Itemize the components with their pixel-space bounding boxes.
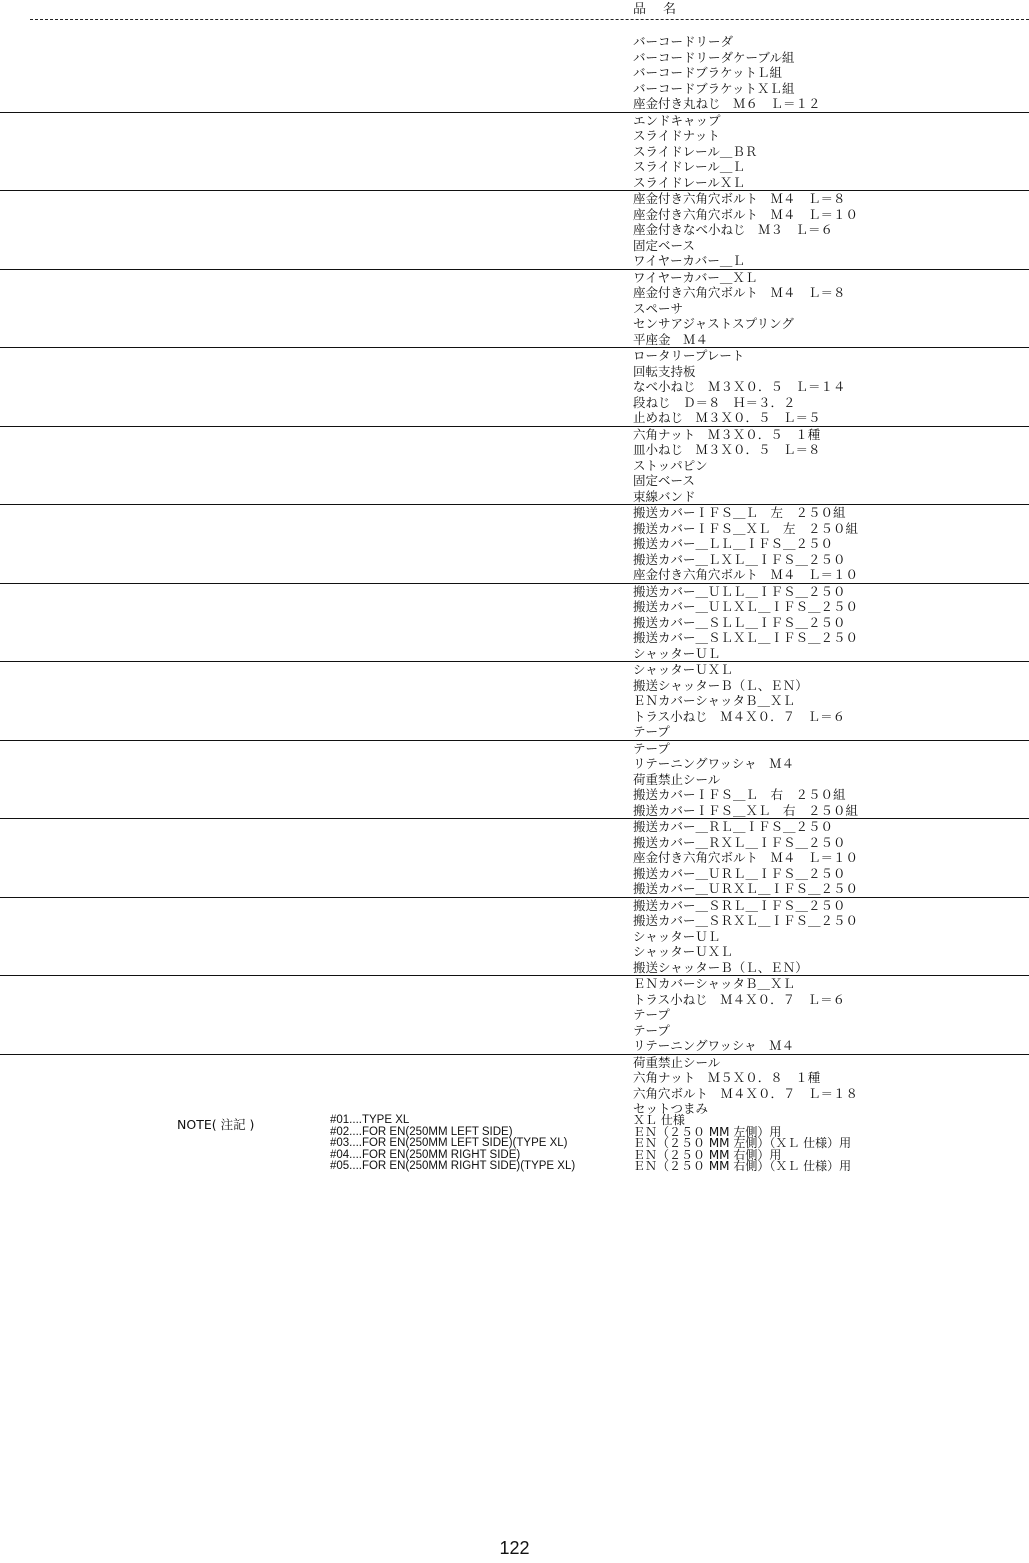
part-name-row: シャッターＵＸＬ	[633, 662, 733, 677]
note-japanese: ＸＬ 仕様	[633, 1113, 685, 1127]
part-name-row: 荷重禁止シール	[633, 1054, 721, 1070]
part-name-row: スライドレール＿ＢＲ	[633, 143, 758, 159]
part-name-row: 搬送カバーＩＦＳ＿Ｌ 右 ２５０組	[633, 787, 846, 802]
parts-group	[0, 583, 1029, 662]
part-name-row: 搬送カバーＩＦＳ＿ＸＬ 左 ２５０組	[633, 520, 859, 536]
part-name-row: 六角穴ボルト Ｍ４Ｘ０．７ Ｌ＝１８	[633, 1085, 859, 1101]
parts-group	[0, 190, 1029, 269]
part-name-row: 固定ベース	[633, 473, 695, 488]
part-name-row: 搬送カバーＩＦＳ＿ＸＬ 右 ２５０組	[633, 802, 859, 818]
parts-list-header	[0, 0, 1029, 20]
part-name-row: テープ	[633, 1022, 670, 1038]
part-name-row: 固定ベース	[633, 237, 695, 253]
part-name-row: バーコードブラケットＸＬ組	[633, 80, 795, 96]
part-name-row: 搬送カバー＿ＵＲＸＬ＿ＩＦＳ＿２５０	[633, 881, 859, 896]
part-name-row: トラス小ねじ Ｍ４Ｘ０．７ Ｌ＝６	[633, 708, 846, 724]
part-name-row: 座金付き六角穴ボルト Ｍ４ Ｌ＝１０	[633, 206, 859, 222]
part-name-row: 搬送カバー＿ＬＬ＿ＩＦＳ＿２５０	[633, 536, 834, 551]
parts-group	[0, 661, 1029, 740]
part-name-row: 搬送シャッターＢ（Ｌ、ＥＮ）	[633, 677, 808, 693]
parts-group	[0, 897, 1029, 976]
parts-group	[0, 426, 1029, 505]
part-name-row: 搬送カバー＿ＳＲＬ＿ＩＦＳ＿２５０	[633, 897, 846, 913]
part-name-row: テープ	[633, 724, 670, 739]
note-row	[0, 1115, 1029, 1127]
part-name-row: スペーサ	[633, 300, 684, 316]
note-japanese: ＥＮ（２５０ MM 右側）用	[633, 1147, 782, 1162]
notes-section	[0, 1115, 1029, 1173]
parts-list	[0, 34, 1029, 1117]
parts-group	[0, 975, 1029, 1054]
part-name-row: 荷重禁止シール	[633, 771, 721, 787]
part-name-row: ＥＮカバーシャッタＢ＿ＸＬ	[633, 976, 796, 991]
part-name-row: 座金付き六角穴ボルト Ｍ４ Ｌ＝１０	[633, 850, 859, 865]
part-name-row: 止めねじ Ｍ３Ｘ０．５ Ｌ＝５	[633, 410, 821, 425]
part-name-row: 座金付き六角穴ボルト Ｍ４ Ｌ＝８	[633, 191, 846, 206]
part-name-row: バーコードリーダ	[633, 34, 734, 49]
part-name-row: ロータリープレート	[633, 348, 745, 363]
part-name-row: ＥＮカバーシャッタＢ＿ＸＬ	[633, 693, 796, 708]
header-dashed-divider	[30, 19, 1029, 20]
note-japanese: ＥＮ（２５０ MM 左側）用	[633, 1124, 782, 1139]
part-name-row: 六角ナット Ｍ３Ｘ０．５ １種	[633, 426, 821, 442]
part-name-row: エンドキャップ	[633, 112, 721, 128]
part-name-row: ストッパピン	[633, 457, 708, 473]
parts-group	[0, 740, 1029, 819]
part-name-row: 搬送カバー＿ＵＲＬ＿ＩＦＳ＿２５０	[633, 865, 846, 881]
part-name-row: 搬送カバー＿ＵＬＬ＿ＩＦＳ＿２５０	[633, 583, 846, 599]
parts-group	[0, 112, 1029, 191]
note-code: #02....FOR EN(250MM LEFT SIDE)	[330, 1125, 513, 1138]
note-row	[0, 1161, 1029, 1173]
parts-group	[0, 34, 1029, 112]
part-name-row: 搬送カバー＿ＲＬ＿ＩＦＳ＿２５０	[633, 819, 834, 834]
part-name-row: セットつまみ	[633, 1101, 709, 1116]
part-name-row: リテーニングワッシャ Ｍ４	[633, 1038, 795, 1053]
part-name-row: 座金付きなべ小ねじ Ｍ３ Ｌ＝６	[633, 222, 834, 237]
part-name-column-header: 品 名	[633, 2, 679, 17]
note-code: #03....FOR EN(250MM LEFT SIDE)(TYPE XL)	[330, 1137, 568, 1150]
part-name-row: 搬送カバー＿ＳＲＸＬ＿ＩＦＳ＿２５０	[633, 913, 859, 928]
part-name-row: 座金付き六角穴ボルト Ｍ４ Ｌ＝１０	[633, 567, 859, 582]
part-name-row: シャッターＵＬ	[633, 928, 721, 944]
part-name-row: 搬送カバー＿ＳＬＬ＿ＩＦＳ＿２５０	[633, 614, 846, 630]
part-name-row: 搬送カバー＿ＬＸＬ＿ＩＦＳ＿２５０	[633, 551, 846, 567]
part-name-row: 皿小ねじ Ｍ３Ｘ０．５ Ｌ＝８	[633, 442, 821, 457]
part-name-row: 座金付き丸ねじ Ｍ６ Ｌ＝１２	[633, 96, 821, 111]
note-code: #05....FOR EN(250MM RIGHT SIDE)(TYPE XL)	[330, 1160, 576, 1173]
part-name-row: シャッターＵＸＬ	[633, 944, 733, 959]
part-name-row: 搬送シャッターＢ（Ｌ、ＥＮ）	[633, 959, 808, 975]
parts-group	[0, 269, 1029, 348]
part-name-row: 搬送カバー＿ＵＬＸＬ＿ＩＦＳ＿２５０	[633, 599, 859, 614]
part-name-row: テープ	[633, 1007, 670, 1022]
part-name-row: 束線バンド	[633, 488, 696, 504]
part-name-row: なべ小ねじ Ｍ３Ｘ０．５ Ｌ＝１４	[633, 379, 846, 394]
part-name-row: ワイヤーカバー＿Ｌ	[633, 253, 745, 268]
part-name-row: テープ	[633, 740, 670, 756]
part-name-row: バーコードブラケットＬ組	[633, 65, 783, 80]
parts-group	[0, 504, 1029, 583]
parts-group	[0, 1054, 1029, 1117]
note-japanese: ＥＮ（２５０ MM 左側）（ＸＬ 仕様）用	[633, 1136, 852, 1151]
part-name-row: 座金付き六角穴ボルト Ｍ４ Ｌ＝８	[633, 285, 846, 300]
note-japanese: ＥＮ（２５０ MM 右側）（ＸＬ 仕様）用	[633, 1159, 852, 1174]
page-number: 122	[499, 1538, 530, 1558]
note-code: #01....TYPE XL	[330, 1114, 410, 1126]
part-name-row: スライドレールＸＬ	[633, 174, 745, 190]
part-name-row: 平座金 Ｍ４	[633, 331, 709, 347]
part-name-row: 回転支持板	[633, 363, 696, 379]
part-name-row: 六角ナット Ｍ５Ｘ０．８ １種	[633, 1070, 821, 1085]
part-name-row: スライドナット	[633, 128, 720, 143]
parts-group	[0, 347, 1029, 426]
part-name-row: バーコードリーダケーブル組	[633, 49, 795, 65]
notes-label: NOTE( 注記 )	[177, 1117, 255, 1132]
part-name-row: リテーニングワッシャ Ｍ４	[633, 756, 795, 771]
note-code: #04....FOR EN(250MM RIGHT SIDE)	[330, 1148, 521, 1161]
parts-group	[0, 818, 1029, 897]
part-name-row: 段ねじ Ｄ＝８ Ｈ＝３．２	[633, 394, 796, 410]
part-name-row: スライドレール＿Ｌ	[633, 159, 745, 174]
part-name-row: 搬送カバー＿ＳＬＸＬ＿ＩＦＳ＿２５０	[633, 630, 859, 645]
part-name-row: センサアジャストスプリング	[633, 316, 794, 331]
part-name-row: 搬送カバーＩＦＳ＿Ｌ 左 ２５０組	[633, 505, 846, 520]
part-name-row: ワイヤーカバー＿ＸＬ	[633, 269, 758, 285]
part-name-row: 搬送カバー＿ＲＸＬ＿ＩＦＳ＿２５０	[633, 834, 846, 850]
part-name-row: シャッターＵＬ	[633, 645, 721, 661]
part-name-row: トラス小ねじ Ｍ４Ｘ０．７ Ｌ＝６	[633, 991, 846, 1007]
